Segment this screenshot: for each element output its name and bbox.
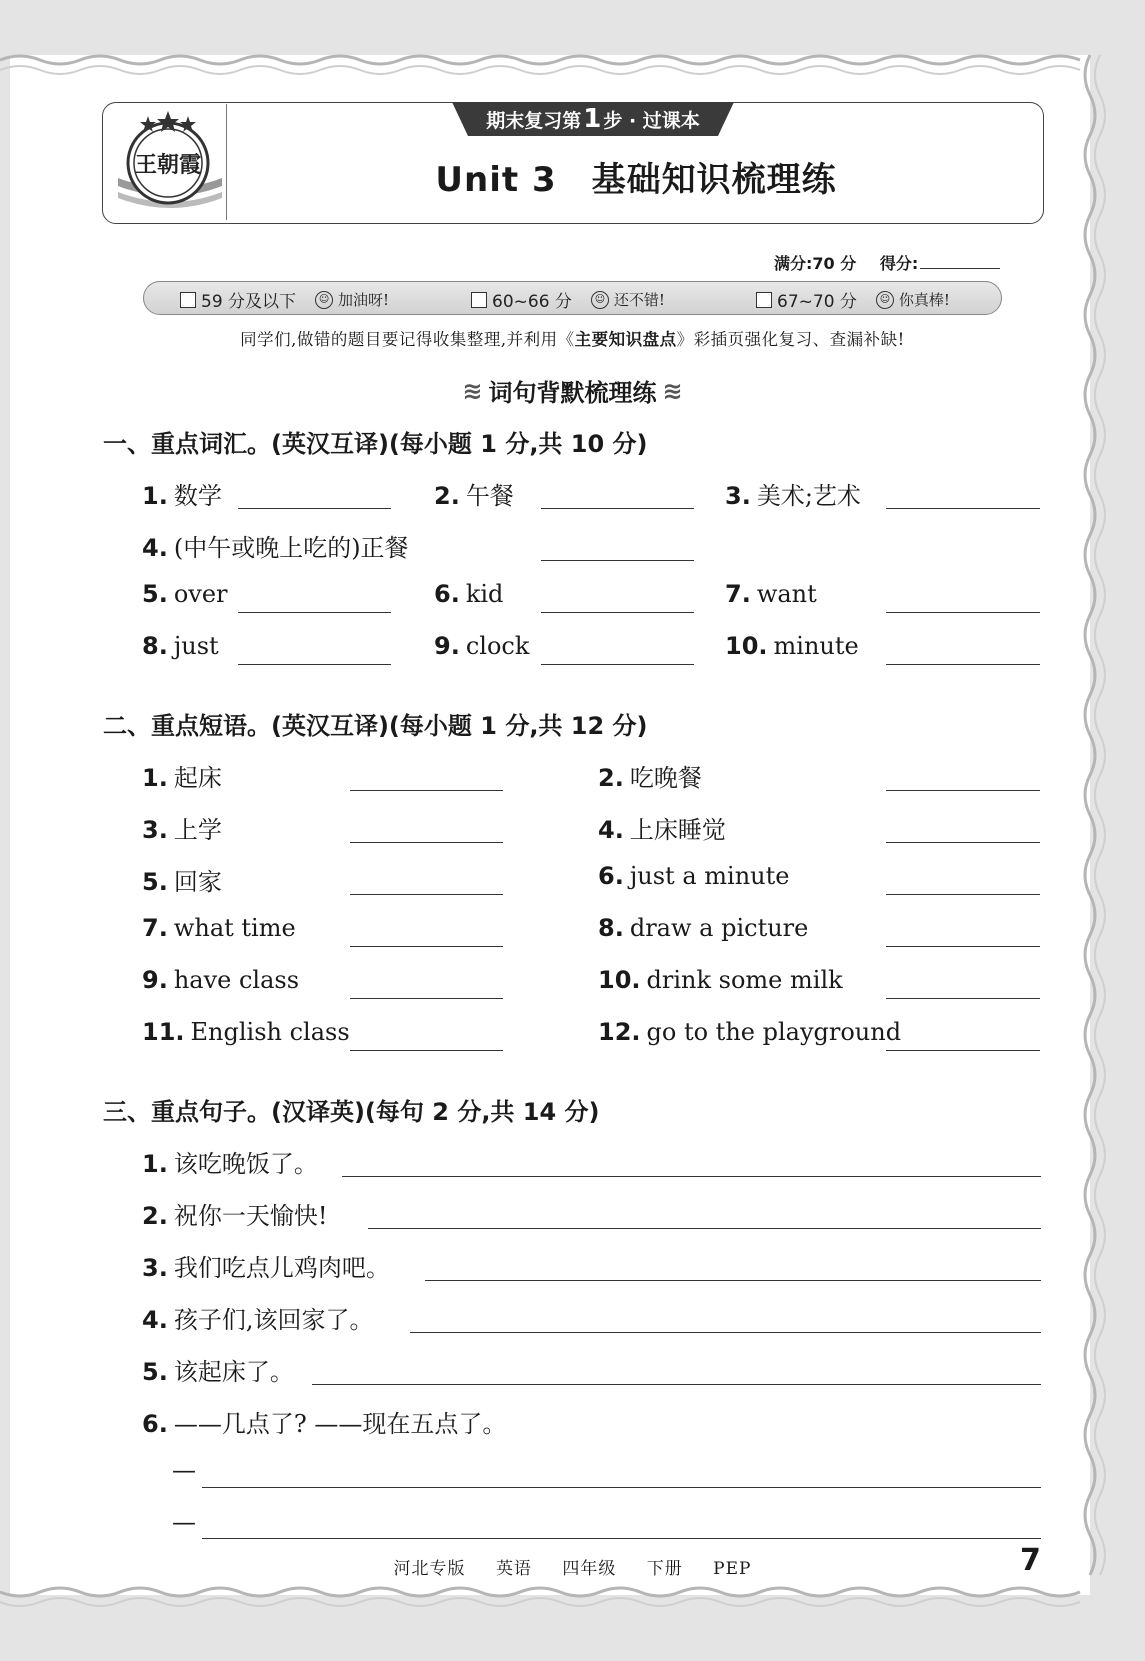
wavy-right-border (1075, 0, 1145, 1661)
answer-line[interactable] (238, 612, 391, 613)
rating-checkbox[interactable] (756, 292, 772, 308)
answer-line[interactable] (886, 790, 1040, 791)
question-item: 5. over (142, 580, 228, 608)
answer-line[interactable] (350, 998, 503, 999)
answer-line[interactable] (350, 946, 503, 947)
answer-line[interactable] (886, 612, 1040, 613)
question-item: 5. 该起床了。 (142, 1358, 294, 1386)
answer-line[interactable] (886, 946, 1040, 947)
answer-line[interactable] (202, 1487, 1041, 1488)
logo-text: 王朝霞 (134, 152, 202, 178)
step-tab-label: 期末复习第 1 步 · 过课本 (486, 104, 700, 134)
rating-checkbox[interactable] (471, 292, 487, 308)
answer-line[interactable] (886, 664, 1040, 665)
answer-line[interactable] (238, 508, 391, 509)
smiley-icon: ☺ (591, 291, 609, 309)
question-item: 9. clock (434, 632, 530, 660)
question-item: 1. 起床 (142, 764, 222, 792)
got-score-label: 得分: (879, 254, 919, 273)
question-item: 3. 上学 (142, 816, 222, 844)
rating-checkbox[interactable] (180, 292, 196, 308)
question-item: 4. 上床睡觉 (598, 816, 726, 844)
question-item: 11. English class (142, 1018, 350, 1046)
smiley-icon: ☺ (876, 291, 894, 309)
question-item: 4. 孩子们,该回家了。 (142, 1306, 374, 1334)
dialogue-dash: — (172, 1508, 196, 1536)
dialogue-dash: — (172, 1456, 196, 1484)
question-item: 1. 数学 (142, 482, 222, 510)
rating-segment: 59 分及以下 ☺ 加油呀! (180, 287, 389, 312)
page-title: Unit 3 基础知识梳理练 (435, 160, 837, 200)
question-item: 5. 回家 (142, 868, 222, 896)
answer-line[interactable] (886, 894, 1040, 895)
question-item: 3. 我们吃点儿鸡肉吧。 (142, 1254, 390, 1282)
question-item: 2. 祝你一天愉快! (142, 1202, 328, 1230)
question-item: 6. kid (434, 580, 504, 608)
answer-line[interactable] (342, 1176, 1041, 1177)
question-item: 12. go to the playground (598, 1018, 902, 1046)
answer-line[interactable] (238, 664, 391, 665)
answer-line[interactable] (886, 842, 1040, 843)
rating-segment: 60~66 分 ☺ 还不错! (471, 287, 665, 312)
page-number: 7 (1020, 1543, 1041, 1578)
question-item: 8. just (142, 632, 219, 660)
section-title: 二、重点短语。(英汉互译)(每小题 1 分,共 12 分) (103, 712, 648, 740)
question-item: 7. what time (142, 914, 296, 942)
section-banner: ≋ 词句背默梳理练 ≋ (462, 376, 683, 407)
answer-line[interactable] (541, 560, 694, 561)
question-item: 2. 午餐 (434, 482, 514, 510)
full-score: 满分:70 分 (774, 254, 857, 273)
answer-line[interactable] (350, 1050, 503, 1051)
answer-line[interactable] (541, 664, 694, 665)
wavy-top-border (0, 0, 1145, 80)
question-item: 10. drink some milk (598, 966, 843, 994)
wave-icon: ≋ (462, 376, 483, 405)
question-item: 1. 该吃晚饭了。 (142, 1150, 318, 1178)
wave-icon: ≋ (662, 376, 683, 405)
answer-line[interactable] (541, 612, 694, 613)
question-item: 6. just a minute (598, 862, 790, 890)
score-line (774, 251, 1000, 274)
question-item: 7. want (725, 580, 817, 608)
answer-line[interactable] (202, 1538, 1041, 1539)
answer-line[interactable] (350, 842, 503, 843)
answer-line[interactable] (368, 1228, 1041, 1229)
logo-divider (226, 104, 227, 220)
answer-line[interactable] (350, 790, 503, 791)
answer-line[interactable] (350, 894, 503, 895)
section-title: 三、重点句子。(汉译英)(每句 2 分,共 14 分) (103, 1098, 600, 1126)
question-item: 4. (中午或晚上吃的)正餐 (142, 534, 409, 562)
score-blank[interactable] (920, 268, 1000, 269)
question-item: 8. draw a picture (598, 914, 809, 942)
answer-line[interactable] (410, 1332, 1041, 1333)
footer: 河北专版 英语 四年级 下册 PEP (393, 1559, 752, 1579)
section-title: 一、重点词汇。(英汉互译)(每小题 1 分,共 10 分) (103, 430, 648, 458)
rating-segment: 67~70 分 ☺ 你真棒! (756, 287, 950, 312)
instruction-note: 同学们,做错的题目要记得收集整理,并利用《主要知识盘点》彩插页强化复习、查漏补缺! (240, 330, 905, 349)
answer-line[interactable] (425, 1280, 1041, 1281)
answer-line[interactable] (541, 508, 694, 509)
question-item: 2. 吃晚餐 (598, 764, 702, 792)
question-item: 3. 美术;艺术 (725, 482, 861, 510)
publisher-logo (110, 108, 230, 218)
wavy-bottom-border (0, 1570, 1145, 1630)
smiley-icon: ☺ (315, 291, 333, 309)
question-item: 6. ——几点了? ——现在五点了。 (142, 1410, 507, 1438)
answer-line[interactable] (886, 1050, 1040, 1051)
answer-line[interactable] (886, 998, 1040, 999)
question-item: 9. have class (142, 966, 300, 994)
question-item: 10. minute (725, 632, 859, 660)
answer-line[interactable] (312, 1384, 1041, 1385)
answer-line[interactable] (886, 508, 1040, 509)
rating-bar (143, 281, 1002, 315)
